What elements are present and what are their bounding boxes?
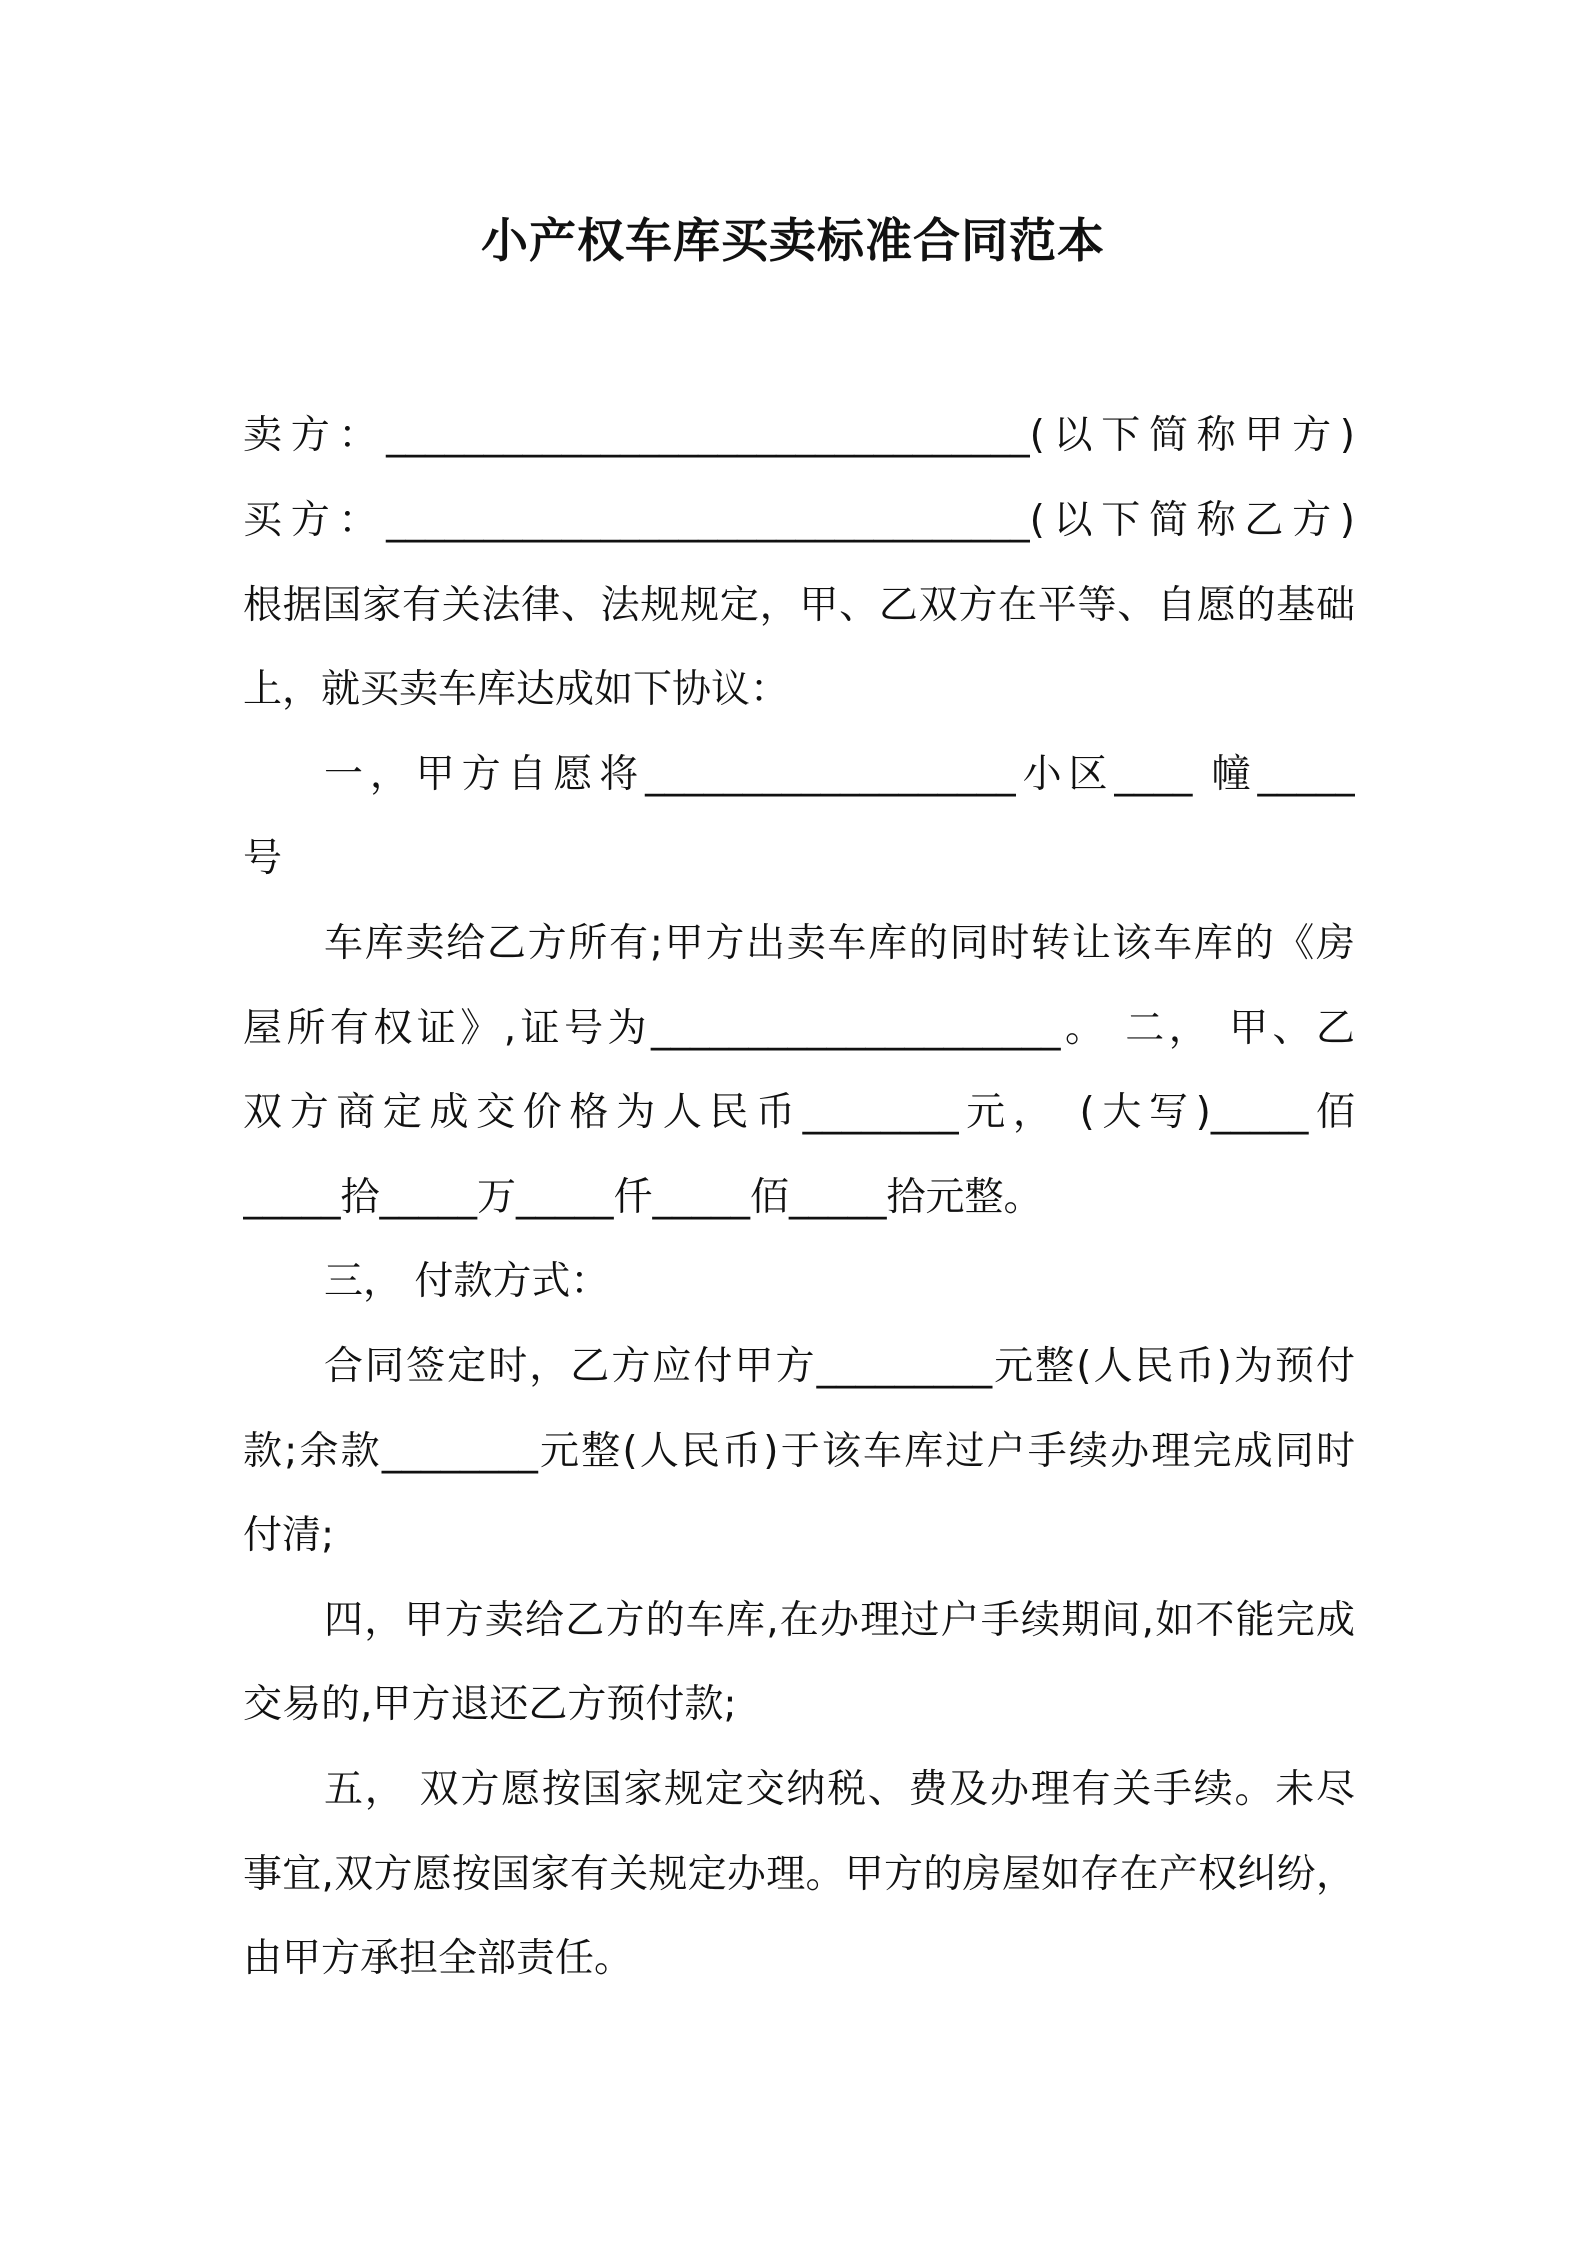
clause-3-line-3: 付清;	[243, 1513, 335, 1558]
seller-line: 卖方：_________________________________(以下简称甲方)	[243, 413, 1355, 458]
preamble-line-2: 上，就买卖车库达成如下协议：	[243, 667, 790, 712]
clause-3-line-2: 款;余款________元整(人民币)于该车库过户手续办理完成同时	[243, 1429, 1355, 1474]
clause-4-line-2: 交易的,甲方退还乙方预付款;	[243, 1682, 737, 1727]
clause-3-heading: 三， 付款方式：	[324, 1259, 610, 1304]
preamble-line-1: 根据国家有关法律、法规规定，甲、乙双方在平等、自愿的基础	[243, 583, 1355, 628]
clause-1-line-3: 车库卖给乙方所有;甲方出卖车库的同时转让该车库的《房	[324, 921, 1355, 966]
clause-2-line-2: _____拾_____万_____仟_____佰_____拾元整。	[243, 1175, 1043, 1220]
buyer-line: 买方：_________________________________(以下简称乙方)	[243, 498, 1355, 543]
clause-2-line-1: 双方商定成交价格为人民币________元， (大写)_____佰	[243, 1090, 1355, 1135]
clause-5-line-2: 事宜,双方愿按国家有关规定办理。甲方的房屋如存在产权纠纷，	[243, 1852, 1355, 1897]
clause-1-line-1: 一，甲方自愿将___________________小区____ 幢_____	[324, 752, 1355, 797]
clause-1-line-2: 号	[243, 836, 283, 881]
document-title: 小产权车库买卖标准合同范本	[481, 214, 1105, 269]
clause-5-line-3: 由甲方承担全部责任。	[243, 1936, 634, 1981]
clause-5-line-1: 五， 双方愿按国家规定交纳税、费及办理有关手续。未尽	[324, 1767, 1355, 1812]
clause-3-line-1: 合同签定时，乙方应付甲方_________元整(人民币)为预付	[324, 1344, 1355, 1389]
clause-1-line-4: 屋所有权证》,证号为_____________________。 二， 甲、乙	[243, 1006, 1355, 1051]
clause-4-line-1: 四，甲方卖给乙方的车库,在办理过户手续期间,如不能完成	[324, 1598, 1355, 1643]
